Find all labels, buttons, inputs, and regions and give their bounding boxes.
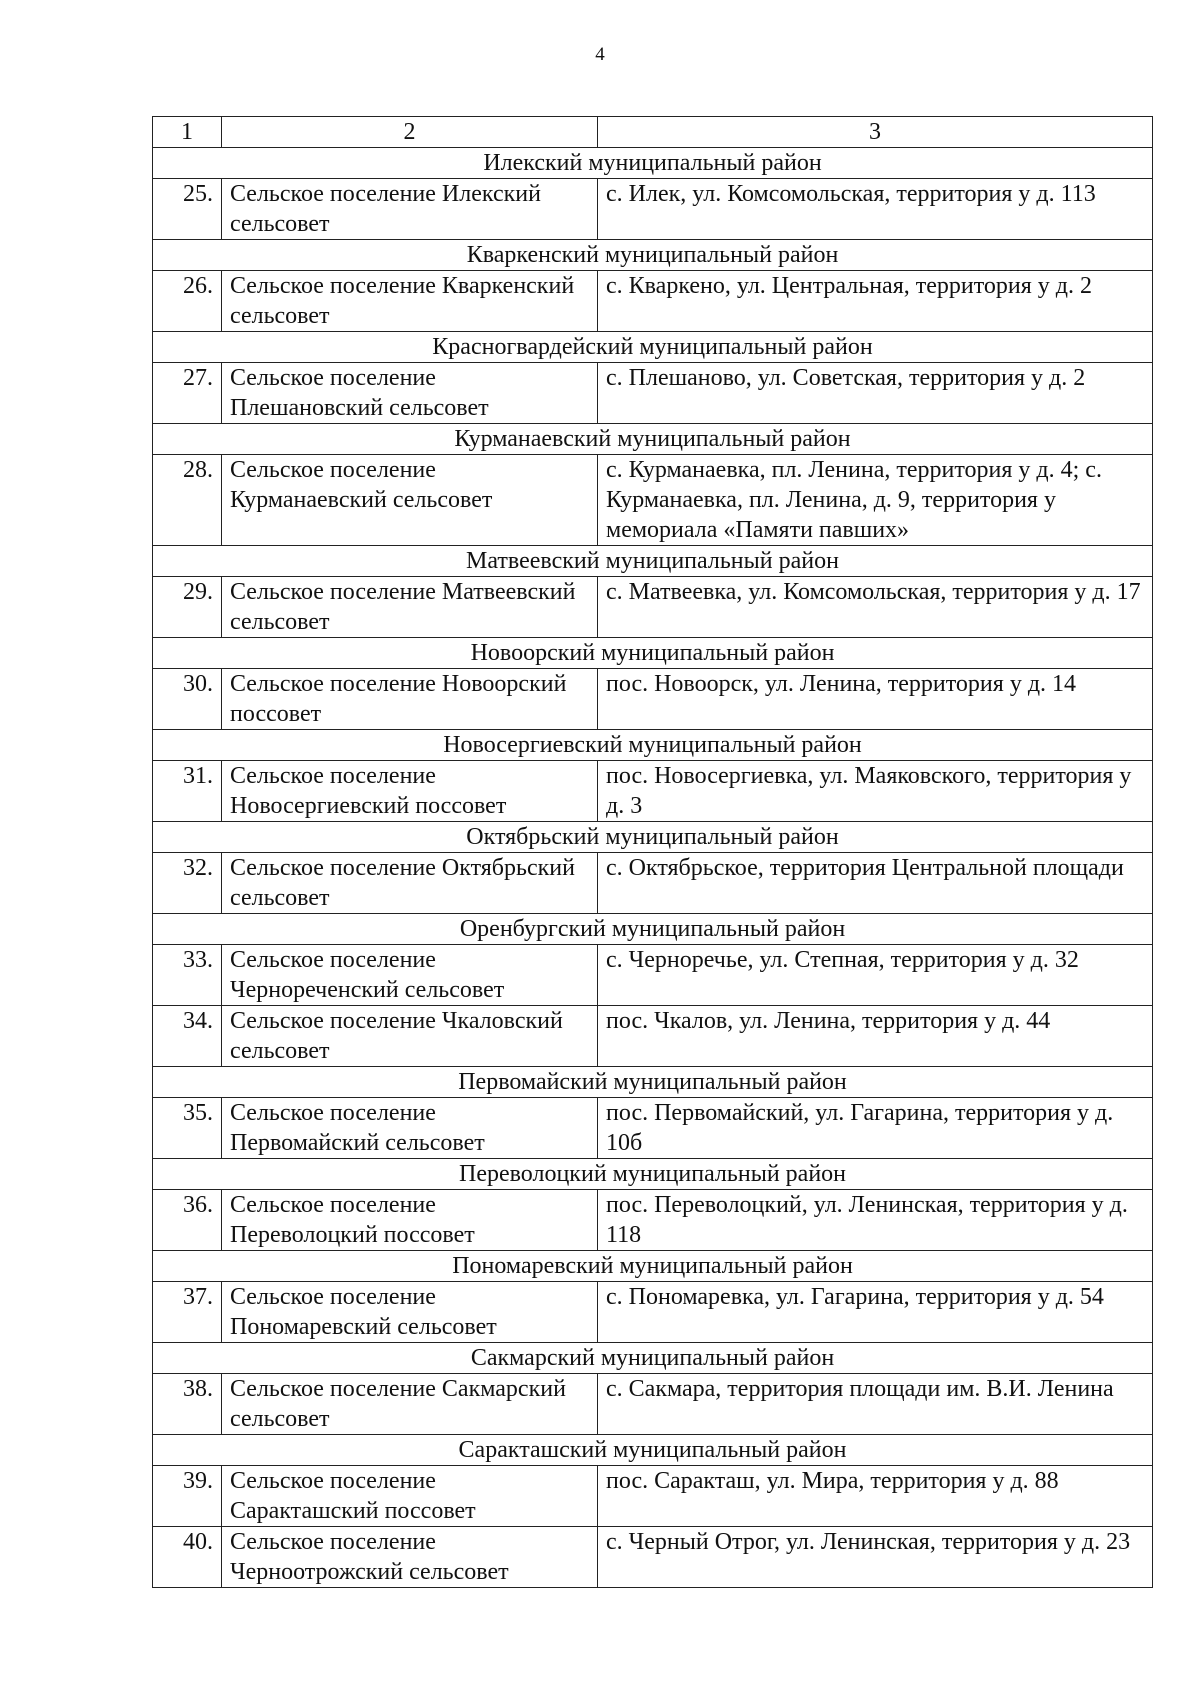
- district-name: Кваркенский муниципальный район: [153, 240, 1153, 271]
- settlement-address: с. Матвеевка, ул. Комсомольская, территория у д. 17: [598, 577, 1153, 638]
- table-row: [153, 669, 1153, 730]
- table-row: [153, 1466, 1153, 1527]
- district-row: [153, 332, 1153, 363]
- district-row: [153, 1435, 1153, 1466]
- row-number: 29.: [153, 577, 222, 638]
- row-number: 36.: [153, 1190, 222, 1251]
- district-row: [153, 240, 1153, 271]
- settlement-address: пос. Саракташ, ул. Мира, территория у д. 88: [598, 1466, 1153, 1527]
- row-number: 35.: [153, 1098, 222, 1159]
- row-number: 25.: [153, 179, 222, 240]
- settlement-name: Сельское поселение Переволоцкий поссовет: [222, 1190, 598, 1251]
- district-row: [153, 822, 1153, 853]
- row-number: 40.: [153, 1527, 222, 1588]
- table-row: [153, 1374, 1153, 1435]
- settlement-address: пос. Новоорск, ул. Ленина, территория у д. 14: [598, 669, 1153, 730]
- settlement-address: с. Плешаново, ул. Советская, территория у д. 2: [598, 363, 1153, 424]
- district-row: [153, 1343, 1153, 1374]
- district-name: Матвеевский муниципальный район: [153, 546, 1153, 577]
- settlement-address: с. Курманаевка, пл. Ленина, территория у д. 4; с. Курманаевка, пл. Ленина, д. 9, территория у мемориала «Памяти павших»: [598, 455, 1153, 546]
- settlement-name: Сельское поселение Черноотрожский сельсовет: [222, 1527, 598, 1588]
- settlement-address: пос. Переволоцкий, ул. Ленинская, территория у д. 118: [598, 1190, 1153, 1251]
- row-number: 33.: [153, 945, 222, 1006]
- settlement-name: Сельское поселение Плешановский сельсовет: [222, 363, 598, 424]
- table-row: [153, 1190, 1153, 1251]
- row-number: 38.: [153, 1374, 222, 1435]
- row-number: 37.: [153, 1282, 222, 1343]
- settlement-address: пос. Новосергиевка, ул. Маяковского, территория у д. 3: [598, 761, 1153, 822]
- settlement-name: Сельское поселение Чкаловский сельсовет: [222, 1006, 598, 1067]
- page-number: 4: [595, 44, 605, 65]
- district-name: Новосергиевский муниципальный район: [153, 730, 1153, 761]
- table-header-row: [153, 117, 1153, 148]
- settlement-name: Сельское поселение Пономаревский сельсовет: [222, 1282, 598, 1343]
- table-row: [153, 1527, 1153, 1588]
- settlement-name: Сельское поселение Октябрьский сельсовет: [222, 853, 598, 914]
- table-row: [153, 363, 1153, 424]
- table-row: [153, 1098, 1153, 1159]
- settlement-address: пос. Чкалов, ул. Ленина, территория у д. 44: [598, 1006, 1153, 1067]
- settlement-name: Сельское поселение Матвеевский сельсовет: [222, 577, 598, 638]
- table-row: [153, 761, 1153, 822]
- settlement-address: с. Сакмара, территория площади им. В.И. Ленина: [598, 1374, 1153, 1435]
- table-row: [153, 853, 1153, 914]
- settlement-name: Сельское поселение Кваркенский сельсовет: [222, 271, 598, 332]
- table-row: [153, 945, 1153, 1006]
- settlement-address: с. Черный Отрог, ул. Ленинская, территория у д. 23: [598, 1527, 1153, 1588]
- district-name: Октябрьский муниципальный район: [153, 822, 1153, 853]
- table-row: [153, 179, 1153, 240]
- settlement-name: Сельское поселение Первомайский сельсовет: [222, 1098, 598, 1159]
- settlement-address: с. Кваркено, ул. Центральная, территория у д. 2: [598, 271, 1153, 332]
- district-row: [153, 914, 1153, 945]
- row-number: 32.: [153, 853, 222, 914]
- district-row: [153, 1067, 1153, 1098]
- row-number: 39.: [153, 1466, 222, 1527]
- district-row: [153, 730, 1153, 761]
- settlement-name: Сельское поселение Курманаевский сельсовет: [222, 455, 598, 546]
- settlements-table: [152, 116, 1153, 1588]
- column-header-1: 1: [153, 117, 222, 148]
- settlement-name: Сельское поселение Новосергиевский поссовет: [222, 761, 598, 822]
- district-name: Оренбургский муниципальный район: [153, 914, 1153, 945]
- settlement-address: пос. Первомайский, ул. Гагарина, территория у д. 10б: [598, 1098, 1153, 1159]
- column-header-3: 3: [598, 117, 1153, 148]
- settlement-address: с. Октябрьское, территория Центральной площади: [598, 853, 1153, 914]
- settlement-name: Сельское поселение Саракташский поссовет: [222, 1466, 598, 1527]
- district-name: Сакмарский муниципальный район: [153, 1343, 1153, 1374]
- district-name: Илекский муниципальный район: [153, 148, 1153, 179]
- row-number: 26.: [153, 271, 222, 332]
- district-name: Курманаевский муниципальный район: [153, 424, 1153, 455]
- table-row: [153, 1282, 1153, 1343]
- settlement-name: Сельское поселение Сакмарский сельсовет: [222, 1374, 598, 1435]
- district-name: Красногвардейский муниципальный район: [153, 332, 1153, 363]
- table-body: [153, 117, 1153, 1588]
- settlement-address: с. Пономаревка, ул. Гагарина, территория у д. 54: [598, 1282, 1153, 1343]
- row-number: 28.: [153, 455, 222, 546]
- settlement-address: с. Черноречье, ул. Степная, территория у д. 32: [598, 945, 1153, 1006]
- row-number: 30.: [153, 669, 222, 730]
- district-row: [153, 148, 1153, 179]
- district-row: [153, 1159, 1153, 1190]
- district-name: Первомайский муниципальный район: [153, 1067, 1153, 1098]
- table-row: [153, 1006, 1153, 1067]
- settlement-name: Сельское поселение Илекский сельсовет: [222, 179, 598, 240]
- settlement-address: с. Илек, ул. Комсомольская, территория у д. 113: [598, 179, 1153, 240]
- settlement-name: Сельское поселение Чернореченский сельсовет: [222, 945, 598, 1006]
- table-row: [153, 271, 1153, 332]
- table-row: [153, 577, 1153, 638]
- district-row: [153, 638, 1153, 669]
- district-name: Пономаревский муниципальный район: [153, 1251, 1153, 1282]
- district-name: Переволоцкий муниципальный район: [153, 1159, 1153, 1190]
- table-row: [153, 455, 1153, 546]
- settlement-name: Сельское поселение Новоорский поссовет: [222, 669, 598, 730]
- row-number: 34.: [153, 1006, 222, 1067]
- row-number: 27.: [153, 363, 222, 424]
- district-row: [153, 424, 1153, 455]
- district-row: [153, 546, 1153, 577]
- district-name: Новоорский муниципальный район: [153, 638, 1153, 669]
- district-name: Саракташский муниципальный район: [153, 1435, 1153, 1466]
- district-row: [153, 1251, 1153, 1282]
- column-header-2: 2: [222, 117, 598, 148]
- row-number: 31.: [153, 761, 222, 822]
